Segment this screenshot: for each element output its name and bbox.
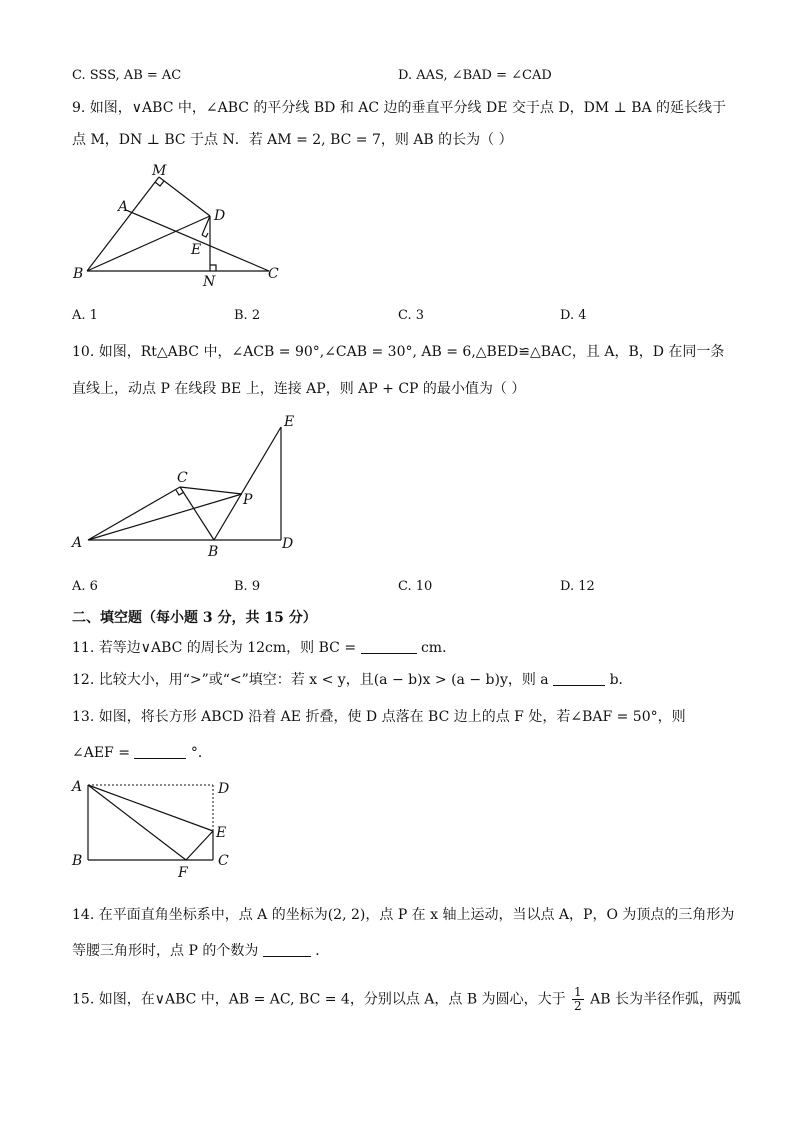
q8-option-c: C. SSS, AB = AC [72,68,182,83]
q11-text-post: cm． [420,640,457,656]
q8-option-d: D. AAS, ∠BAD = ∠CAD [398,68,552,83]
q9-option-b: B. 2 [234,308,261,323]
q9-label-A: A [118,199,129,215]
q13-figure [70,775,250,880]
q15-fraction-numerator: 1 [574,985,582,999]
q13-label-A: A [72,779,83,795]
q13-label-E: E [216,825,227,841]
q9-seg-MD [159,177,210,216]
q9-option-a: A. 1 [72,308,98,323]
q10-label-D: D [282,536,294,552]
q13-text-post: °． [190,745,212,761]
q9-figure [70,160,290,290]
q10-label-P: P [243,492,253,508]
q10-option-c: C. 10 [398,579,433,594]
q13-label-F: F [178,865,188,881]
q10-figure [70,412,310,562]
q9-option-c: C. 3 [398,308,425,323]
q12-stem [72,670,633,690]
q10-stem-line1: 10. 如图，Rt△ABC 中，∠ACB = 90°,∠CAB = 30°, AB = 6,△BED≌△BAC，且 A，B，D 在同一条 [72,344,725,360]
q10-option-d: D. 12 [560,579,595,594]
q9-label-D: D [214,208,226,224]
q9-label-B: B [73,266,84,282]
q10-label-E: E [284,414,295,430]
q10-seg-CB [180,487,214,540]
q10-seg-AC [88,487,180,540]
q9-seg-BM [87,177,159,271]
q11-text-pre: 11. 若等边∨ABC 的周长为 12cm，则 BC = [72,640,357,656]
q13-stem-line2 [72,743,212,763]
q13-label-D: D [218,781,230,797]
q10-label-A: A [72,535,83,551]
q13-seg-AE [88,785,213,831]
q13-stem-line1: 13. 如图，将长方形 ABCD 沿着 AE 折叠，使 D 点落在 BC 边上的点 F 处，若∠BAF = 50°，则 [72,709,686,725]
q13-label-C: C [218,853,229,869]
q9-stem-line2: 点 M，DN ⊥ BC 于点 N．若 AM = 2, BC = 7，则 AB 的长为（ ） [72,132,513,148]
q9-right-angle-M [155,181,164,186]
q15-fraction [572,986,584,1013]
q10-seg-AP [88,494,242,540]
q13-seg-FE [186,831,213,860]
q15-text-pre: 15. 如图，在∨ABC 中，AB = AC, BC = 4，分别以点 A，点 B 为圆心，大于 [72,991,566,1008]
q14-text-post: ． [315,943,330,959]
q9-right-angle-N [210,265,216,271]
q15-stem [72,986,741,1013]
q15-text-post: AB 长为半径作弧，两弧 [590,991,741,1008]
q10-option-b: B. 9 [234,579,261,594]
q9-seg-AC [126,210,269,271]
q10-seg-CP [180,487,242,494]
q9-label-E: E [191,242,202,258]
q10-label-B: B [208,544,219,560]
q9-label-M: M [152,163,167,179]
q9-label-C: C [268,266,279,282]
q10-seg-BE [214,427,281,540]
q14-stem-line2 [72,941,329,961]
q15-fraction-denominator: 2 [574,999,582,1013]
q13-text-pre: ∠AEF = [72,745,130,761]
q10-label-C: C [177,470,188,486]
q11-stem [72,638,456,658]
q14-text-pre: 等腰三角形时，点 P 的个数为 [72,943,259,959]
q12-text-post: b． [609,672,633,688]
q9-stem-line1: 9. 如图，∨ABC 中，∠ABC 的平分线 BD 和 AC 边的垂直平分线 DE 交于点 D，DM ⊥ BA 的延长线于 [72,100,727,116]
q11-answer-blank [361,639,417,654]
section2-title: 二、填空题（每小题 3 分，共 15 分） [72,610,317,626]
q13-label-B: B [72,853,83,869]
q14-stem-line1: 14. 在平面直角坐标系中，点 A 的坐标为(2, 2)，点 P 在 x 轴上运动，当以点 A，P，O 为顶点的三角形为 [72,907,735,923]
q12-answer-blank [553,671,605,686]
q14-answer-blank [263,942,311,957]
q9-option-d: D. 4 [560,308,587,323]
q12-text-pre: 12. 比较大小，用“>”或“<”填空：若 x < y，且(a − b)x > (a − b)y，则 a [72,672,549,688]
q13-seg-AF [88,785,186,860]
q10-option-a: A. 6 [72,579,98,594]
q13-answer-blank [134,744,186,759]
q10-stem-line2: 直线上，动点 P 在线段 BE 上，连接 AP，则 AP + CP 的最小值为（ ） [72,381,526,397]
q9-label-N: N [203,274,216,290]
